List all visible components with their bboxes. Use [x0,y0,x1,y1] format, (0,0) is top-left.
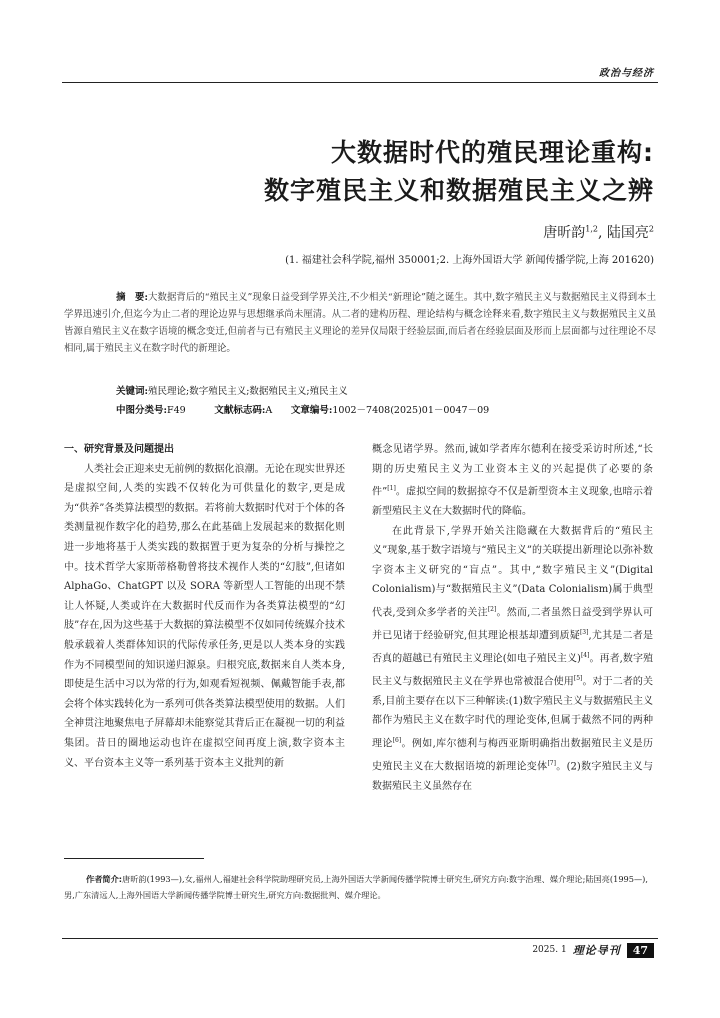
citation: [6] [392,736,402,744]
article-title-line-1: 大数据时代的殖民理论重构: [331,138,654,167]
issue-number: 2025. 1 [532,945,567,955]
body-paragraph: 人类社会正迎来史无前例的数据化浪潮。无论在现实世界还是虚拟空间,人类的实践不仅转化为可供量化的数字,更是成为“供养”各类算法模型的数据。若将前大数据时代对于个体的各类测量视作数字化的趋势,那么在此基础上发展起来的数据化则进一步地将基于人类实践的数据置于更为复杂的分析与操控之中。技术哲学大家斯蒂格勒曾将技术视作人类的“幻肢”,但诸如 AlphaGo、ChatGPT 以及 SORA 等新型人工智能的出现不禁让人怀疑,人类或许在大数据时代反而作为各类算法模型的“幻肢”存在,因为这些基于大数据的算法模型不仅如同传统媒介技术般承载着人类群体知识的代际传承任务,更是以人类本身的实践作为不同模型间的知识递归源泉。归根究底,数据来自人类本身,即使是生活中习以为常的行为,如观看短视频、佩戴智能手表,都会将个体实践转化为一系列可供各类算法模型使用的数据。人们全神贯注地聚焦电子屏幕却未能察觉其背后正在凝视一切的利益集团。昔日的圈地运动也许在虚拟空间再度上演,数字资本主义、平台资本主义等一系列基于资本主义批判的新 [64,463,345,769]
footnote-divider [64,858,204,859]
author-footnote [64,872,656,903]
keywords-value: 殖民理论;数字殖民主义;数据殖民主义;殖民主义 [148,386,348,397]
section-label: 政治与经济 [599,68,654,79]
journal-name: 理论导刊 [572,944,621,957]
article-title-line-2: 数字殖民主义和数据殖民主义之辨 [263,176,654,205]
footnote-label: 作者简介: [86,874,123,884]
author-1-affil: 1,2 [585,224,598,234]
abstract [64,289,656,357]
author-separator: , [598,225,607,241]
body-paragraph: 概念见诸学界。然而,诚如学者库尔德利在接受采访时所述,“长期的历史殖民主义为工业资本主义的兴起提供了必要的条件”[1]。虚拟空间的数据掠夺不仅是新型资本主义现象,也暗示着新型殖民主义在大数据时代的降临。 [372,444,653,518]
affiliation: (1. 福建社会科学院,福州 350001;2. 上海外国语大学 新闻传播学院,上海 201620) [285,255,654,266]
abstract-text: 大数据背后的“殖民主义”现象日益受到学界关注,不少相关“新理论”随之诞生。其中,数字殖民主义与数据殖民主义得到本土学界迅速引介,但迄今为止二者的理论边界与思想继承尚未厘清。从二者的建构历程、理论结构与概念诠释来看,数字殖民主义与数据殖民主义虽皆源自殖民主义在数字语境的概念变迁,但前者与已有殖民主义理论的差异仅局限于经验层面,而后者在经验层面及形而上层面都与过往理论不尽相同,属于殖民主义在数字时代的新理论。 [64,292,657,354]
classification-line [116,402,489,416]
body-left-column [64,440,345,773]
citation: [1] [387,485,396,493]
keywords [116,383,348,397]
article-number-label: 文章编号: [290,405,333,416]
citation: [5] [573,674,583,682]
header-divider [62,82,658,83]
body-right-column [372,440,653,796]
page-number: 47 [627,943,654,958]
clc-value: F49 [167,405,186,416]
footer-divider [62,938,658,939]
keywords-label: 关键词: [116,386,149,397]
citation: [2] [487,606,497,614]
author-line [543,222,654,242]
clc-label: 中图分类号: [116,405,168,416]
author-2-affil: 2 [648,224,654,234]
abstract-label: 摘 要: [116,292,148,303]
citation: [4] [580,651,590,659]
author-2: 陆国亮 [606,225,649,241]
footnote-text: 唐昕韵(1993—),女,福州人,福建社会科学院助理研究员,上海外国语大学新闻传播学院博士研究生,研究方向:数字治理、媒介理论;陆国亮(1995—),男,广东清远人,上海外国语大学新闻传播学院博士研究生,研究方向:数据批判、媒介理论。 [64,874,648,900]
article-number-value: 1002－7408(2025)01－0047－09 [332,405,490,416]
citation: [3] [579,629,589,636]
body-paragraph: 在此背景下,学界开始关注隐藏在大数据背后的“殖民主义”现象,基于数字语境与“殖民主义”的关联提出新理论以弥补数字资本主义研究的“盲点”。其中,“数字殖民主义”(Digital Colonialism)与“数据殖民主义”(Data Colonialism)属于典型代表,受到众多学者的关注[2]。然而,二者虽然日益受到学界认可并已见诸于经验研究,但其理论根基却遭到质疑[3],尤其是二者是否真的超越已有殖民主义理论(如电子殖民主义)[4]。再者,数字殖民主义与数据殖民主义在学界也常被混合使用[5]。对于二者的关系,目前主要存在以下三种解读:(1)数字殖民主义与数据殖民主义都作为殖民主义在数字时代的理论变体,但属于截然不同的两种理论[6]。例如,库尔德利与梅西亚斯明确指出数据殖民主义是历史殖民主义在大数据语境的新理论变体[7]。(2)数字殖民主义与数据殖民主义虽然存在 [372,525,654,792]
doc-code-value: A [265,405,273,416]
page-footer [532,942,654,958]
doc-code-label: 文献标志码: [214,405,266,416]
author-1: 唐昕韵 [543,225,586,241]
citation: [7] [547,759,556,767]
section-heading: 一、研究背景及问题提出 [64,444,174,455]
